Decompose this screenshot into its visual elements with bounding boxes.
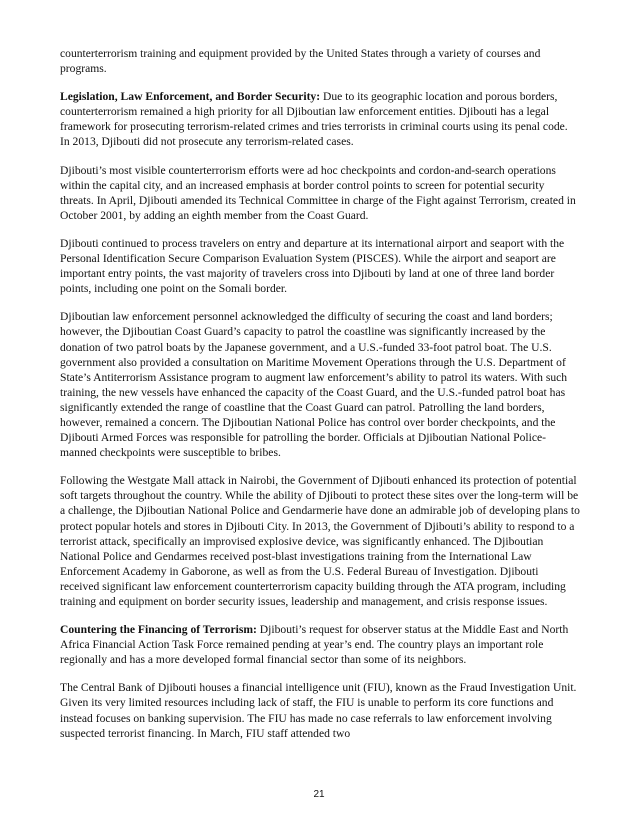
paragraph-continuation: [60, 46, 580, 76]
page-body: [60, 46, 580, 754]
section-financing: [60, 622, 580, 667]
paragraph-pisces: [60, 236, 580, 296]
page-number: 21: [313, 789, 325, 800]
paragraph-text: Djibouti continued to process travelers on entry and departure at its international airport and seaport with the Personal Identification Secure Comparison Evaluation System (PISCES). While the airport and seaport are important entry points, the vast majority of travelers cross into Djibouti by land at one of three land border points, including one point on the Somali border.: [60, 236, 565, 296]
paragraph-text: counterterrorism training and equipment provided by the United States through a variety of courses and programs.: [60, 47, 541, 76]
section-legislation: [60, 89, 580, 149]
paragraph-text: Following the Westgate Mall attack in Nairobi, the Government of Djibouti enhanced its protection of potential soft targets throughout the country. While the ability of Djibouti to protect these sites over the long-term will be a challenge, the Djiboutian National Police and Gendarmerie have done an admirable job of developing plans to protect popular hotels and stores in Djibouti City. In 2013, the Government of Djibouti’s ability to respond to a terrorist attack, specifically an improvised explosive device, was significantly enhanced. The Djiboutian National Police and Gendarmes received post-blast investigations training from the International Law Enforcement Academy in Gaborone, as well as from the U.S. Federal Bureau of Investigation. Djibouti received significant law enforcement counterterrorism capacity building through the ATA program, including training and equipment on border security issues, leadership and management, and crisis response issues.: [60, 474, 580, 608]
paragraph-text: The Central Bank of Djibouti houses a financial intelligence unit (FIU), known as the Fraud Investigation Unit. Given its very limited resources including lack of staff, the FIU is unable to perform its core functions and instead focuses on banking supervision. The FIU has made no case referrals to law enforcement involving suspected terrorist financing. In March, FIU staff attended two: [60, 681, 577, 740]
paragraph-text: Djibouti’s request for observer status at the Middle East and North Africa Financial Action Task Force remained pending at year’s end. The country plays an important role regionally and has a more developed formal financial sector than some of its neighbors.: [60, 623, 569, 667]
paragraph-text: Due to its geographic location and porous borders, counterterrorism remained a high priority for all Djiboutian law enforcement entities. Djibouti has a legal framework for prosecuting terrorism-related crimes and tries terrorists in criminal courts using its penal code. In 2013, Djibouti did not prosecute any terrorism-related cases.: [60, 90, 568, 149]
section-heading: Legislation, Law Enforcement, and Border Security:: [60, 90, 321, 104]
paragraph-coast-guard: [60, 309, 580, 460]
paragraph-text: Djibouti’s most visible counterterrorism efforts were ad hoc checkpoints and cordon-and-search operations within the capital city, and an increased emphasis at border control points to screen for potential security threats. In April, Djibouti amended its Technical Committee in charge of the Fight against Terrorism, created in October 2001, by adding an eighth member from the Coast Guard.: [60, 163, 576, 222]
section-heading: Countering the Financing of Terrorism:: [60, 623, 257, 637]
paragraph-checkpoints: [60, 163, 580, 223]
paragraph-fiu: [60, 680, 580, 740]
paragraph-text: Djiboutian law enforcement personnel acknowledged the difficulty of securing the coast and land borders; however, the Djiboutian Coast Guard’s capacity to patrol the coastline was significantly increased by the donation of two patrol boats by the Japanese government, and a U.S.-funded 33-foot patrol boat. The U.S. government also provided a consultation on Maritime Movement Operations through the U.S. Department of State’s Antiterrorism Assistance program to augment law enforcement’s ability to patrol its waters. With such training, the new vessels have enhanced the capacity of the Coast Guard, and the U.S.-funded patrol boat has significantly extended the range of coastline that the Coast Guard can patrol. Patrolling the land borders, however, remained a concern. The Djiboutian National Police has control over border checkpoints, and the Djibouti Armed Forces was responsible for patrolling the border. Officials at Djiboutian National Police-manned checkpoints were susceptible to bribes.: [60, 310, 568, 460]
paragraph-westgate: [60, 473, 580, 609]
